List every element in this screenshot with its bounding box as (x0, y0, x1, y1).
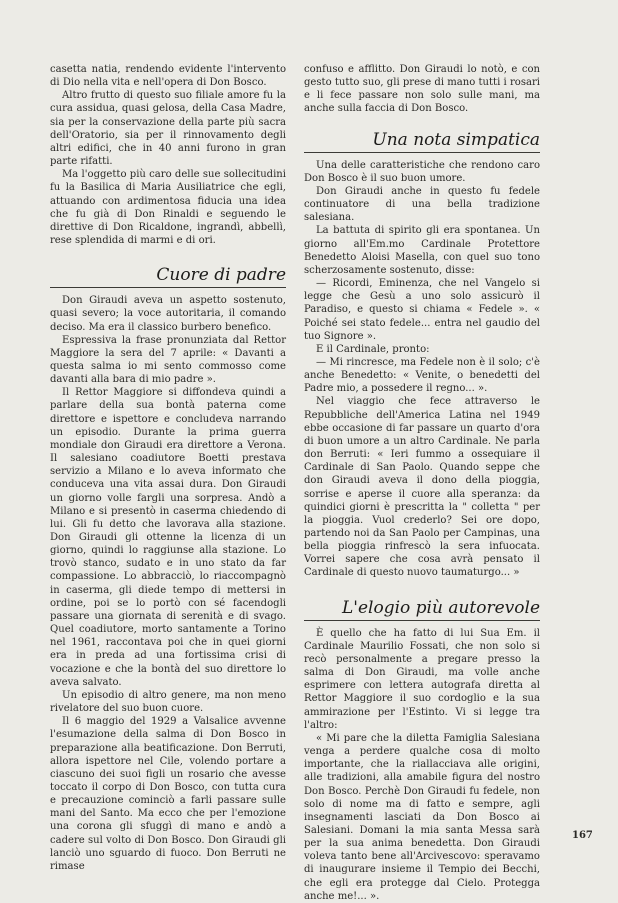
paragraph: Il Rettor Maggiore si diffondeva quindi a parlare della sua bontà paterna come direttore e ispettore e concludeva narrando un episodio. Durante la prima guerra mondiale don Giraudi era direttore a Verona. Il salesiano coadiutore Boetti prestava servizio a Milano e lo aveva informato che conduceva una vita assai dura. Don Giraudi un giorno volle fargli una sorpresa. Andò a Milano e si presentò in caserma chiedendo di lui. Gli fu detto che lavorava alla stazione. Don Giraudi gli ottenne la licenza di un giorno, quindi lo raggiunse alla stazione. Lo trovò stanco, sudato e in uno stato da far compassione. Lo abbracciò, lo riaccompagnò in caserma, gli diede tempo di mettersi in ordine, poi se lo portò con sé facendogli passare una giornata di serenità e di svago. Quel coadiutore, morto santamente a Torino nel 1961, raccontava poi che in quei giorni era in preda ad una fortissima crisi di vocazione e che la bontà del suo direttore lo aveva salvato. (50, 387, 286, 688)
section-heading-text: L'elogio più autorevole (342, 597, 540, 618)
left-column (50, 63, 286, 873)
paragraph: È quello che ha fatto di lui Sua Em. il Cardinale Maurilio Fossati, che non solo si recò personalmente a pregare presso la salma di Don Giraudi, ma volle anche esprimere con lettera autografa diretta al Rettor Maggiore il suo cordoglio e la sua ammirazione per l'Estinto. Vi si legge tra l'altro: (304, 627, 540, 731)
section-heading-elogio-piu-autorevole (304, 590, 540, 621)
paragraph: Il 6 maggio del 1929 a Valsalice avvenne l'esumazione della salma di Don Bosco in preparazione alla beatificazione. Don Berruti, allora ispettore nel Cile, volendo portare a ciascuno dei suoi figli un rosario che avesse toccato il corpo di Don Bosco, con tutta cura e precauzione cominciò a farli passare sulle mani del Santo. Ma ecco che per l'emozione una corona gli sfuggì di mano e andò a cadere sul volto di Don Bosco. Don Giraudi gli lanciò uno sguardo di fuoco. Don Berruti ne rimase (50, 716, 286, 872)
paragraph: Don Giraudi anche in questo fu fedele continuatore di una bella tradizione salesiana. (304, 185, 540, 224)
section-heading-text: Una nota simpatica (372, 129, 540, 150)
page-number: 167 (572, 830, 593, 841)
paragraph: Don Giraudi aveva un aspetto sostenuto, quasi severo; la voce autoritaria, il comando deciso. Ma era il classico burbero benefico. (50, 295, 286, 333)
paragraph: Ma l'oggetto più caro delle sue sollecitudini fu la Basilica di Maria Ausiliatrice che egli, attuando con ardimentosa fiducia una idea che fu già di Don Rinaldi e seguendo le direttive di Don Ricaldone, ingrandì, abbellì, rese splendida di marmi e di ori. (50, 169, 286, 247)
section-heading-text: Cuore di padre (156, 265, 286, 286)
paragraph: confuso e afflitto. Don Giraudi lo notò, e con gesto tutto suo, gli prese di mano tutti i rosari e li fece passare non solo sulle mani, ma anche sulla faccia di Don Bosco. (304, 64, 540, 115)
paragraph: Un episodio di altro genere, ma non meno rivelatore del suo buon cuore. (50, 689, 286, 715)
paragraph: — Mi rincresce, ma Fedele non è il solo; c'è anche Benedetto: « Venite, o benedetti del Padre mio, a possedere il regno... ». (304, 356, 540, 395)
section-heading-cuore-di-padre (50, 257, 286, 288)
section-heading-una-nota-simpatica (304, 122, 540, 153)
paragraph: Altro frutto di questo suo filiale amore fu la cura assidua, quasi gelosa, della Casa Madre, sia per la conservazione della parte più sacra dell'Oratorio, sia per il rinnovamento degli altri edifici, che in 40 anni furono in gran parte rifatti. (50, 90, 286, 168)
paragraph: « Mi pare che la diletta Famiglia Salesiana venga a perdere qualche cosa di molto importante, che la riallacciava alle origini, alle tradizioni, alla amabile figura del nostro Don Bosco. Perchè Don Giraudi fu fedele, non solo di nome ma di fatto e sempre, agli insegnamenti lasciati da Don Bosco ai Salesiani. Domani la mia santa Messa sarà per la sua anima benedetta. Don Giraudi voleva tanto bene all'Arcivescovo: speravamo di inaugurare insieme il Tempio dei Becchi, che egli era protegge dal Cielo. Protegga anche me!... ». (304, 732, 540, 902)
paragraph: — Ricordi, Eminenza, che nel Vangelo si legge che Gesù a uno solo assicurò il Paradiso, e questo si chiama « Fedele ». « Poiché sei stato fedele... entra nel gaudio del tuo Signore ». (304, 278, 540, 342)
paragraph: La battuta di spirito gli era spontanea. Un giorno all'Em.mo Cardinale Protettore Benedetto Aloisi Masella, con quel suo tono scherzosamente sostenuto, disse: (304, 225, 540, 276)
paragraph: Una delle caratteristiche che rendono caro Don Bosco è il suo buon umore. (304, 159, 540, 184)
paragraph: Espressiva la frase pronunziata dal Rettor Maggiore la sera del 7 aprile: « Davanti a questa salma io mi sento commosso come davanti alla bara di mio padre ». (50, 334, 286, 386)
paragraph: Nel viaggio che fece attraverso le Repubbliche dell'America Latina nel 1949 ebbe occasione di far passare un quarto d'ora di buon umore a un altro Cardinale. Ne parla don Berruti: « Ieri fummo a ossequiare il Cardinale di San Paolo. Quando seppe che don Giraudi aveva il dono della pioggia, sorrise e aperse il cuore alla speranza: da quindici giorni è prescritta la " colletta " per la pioggia. Vuol crederlo? Sei ore dopo, partendo noi da San Paolo per Campinas, una bella pioggia rinfrescò la sera infuocata. Vorrei sapere che cosa avrà pensato il Cardinale di questo nuovo taumaturgo... » (304, 396, 540, 579)
right-column (304, 63, 540, 903)
paragraph: E il Cardinale, pronto: (316, 343, 430, 355)
paragraph: casetta natia, rendendo evidente l'intervento di Dio nella vita e nell'opera di Don Bosco. (50, 64, 286, 89)
